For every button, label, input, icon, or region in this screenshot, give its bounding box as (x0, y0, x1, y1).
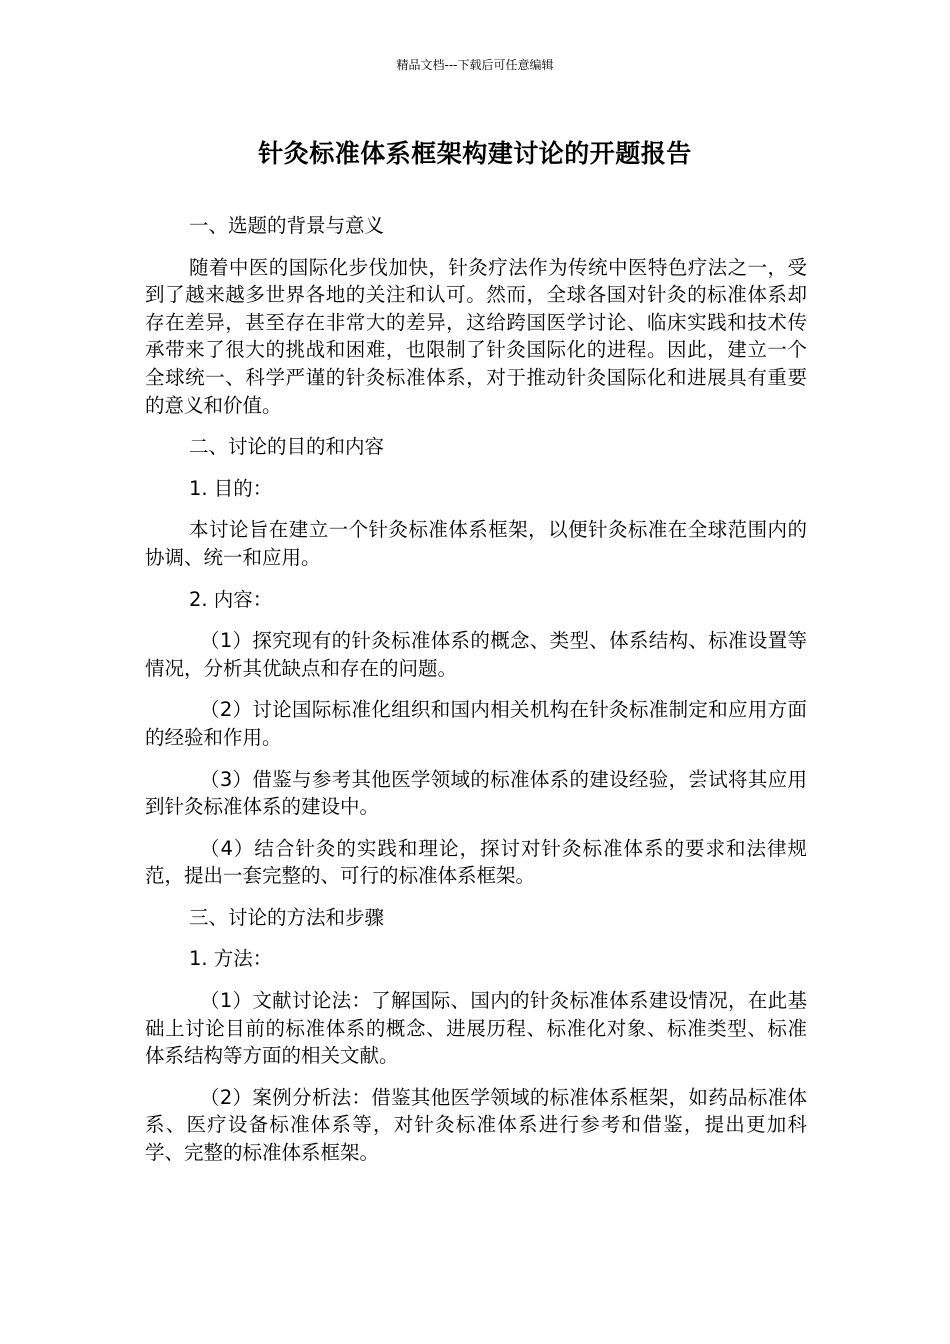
content-item-3: （3）借鉴与参考其他医学领域的标准体系的建设经验，尝试将其应用到针灸标准体系的建设中。 (145, 767, 807, 819)
paragraph-background: 随着中医的国际化步伐加快，针灸疗法作为传统中医特色疗法之一，受到了越来越多世界各地的关注和认可。然而，全球各国对针灸的标准体系却存在差异，甚至存在非常大的差异，这给跨国医学讨论、临床实践和技术传承带来了很大的挑战和困难，也限制了针灸国际化的进程。因此，建立一个全球统一、科学严谨的针灸标准体系，对于推动针灸国际化和进展具有重要的意义和价值。 (145, 255, 807, 417)
page-header: 精品文档---下载后可任意编辑 (396, 58, 554, 72)
document-title: 针灸标准体系框架构建讨论的开题报告 (258, 139, 692, 168)
content-item-2: （2）讨论国际标准化组织和国内相关机构在针灸标准制定和应用方面的经验和作用。 (145, 698, 807, 749)
content-item-4: （4）结合针灸的实践和理论，探讨对针灸标准体系的要求和法律规范，提出一套完整的、可行的标准体系框架。 (145, 836, 807, 888)
subheading-content: 2. 内容： (189, 587, 273, 611)
section-heading-purpose: 二、讨论的目的和内容 (189, 435, 385, 459)
section-heading-background: 一、选题的背景与意义 (189, 214, 385, 237)
method-item-1: （1）文献讨论法：了解国际、国内的针灸标准体系建设情况，在此基础上讨论目前的标准体系的概念、进展历程、标准化对象、标准类型、标准体系结构等方面的相关文献。 (145, 989, 807, 1068)
document-body (145, 212, 807, 1181)
paragraph-purpose: 本讨论旨在建立一个针灸标准体系框架，以便针灸标准在全球范围内的协调、统一和应用。 (145, 518, 807, 569)
subheading-purpose: 1. 目的： (189, 476, 273, 500)
section-heading-methods: 三、讨论的方法和步骤 (189, 905, 385, 929)
subheading-methods: 1. 方法： (189, 947, 273, 971)
content-item-1: （1）探究现有的针灸标准体系的概念、类型、体系结构、标准设置等情况，分析其优缺点和存在的问题。 (145, 629, 807, 680)
method-item-2: （2）案例分析法：借鉴其他医学领域的标准体系框架，如药品标准体系、医疗设备标准体系等，对针灸标准体系进行参考和借鉴，提出更加科学、完整的标准体系框架。 (145, 1085, 807, 1165)
